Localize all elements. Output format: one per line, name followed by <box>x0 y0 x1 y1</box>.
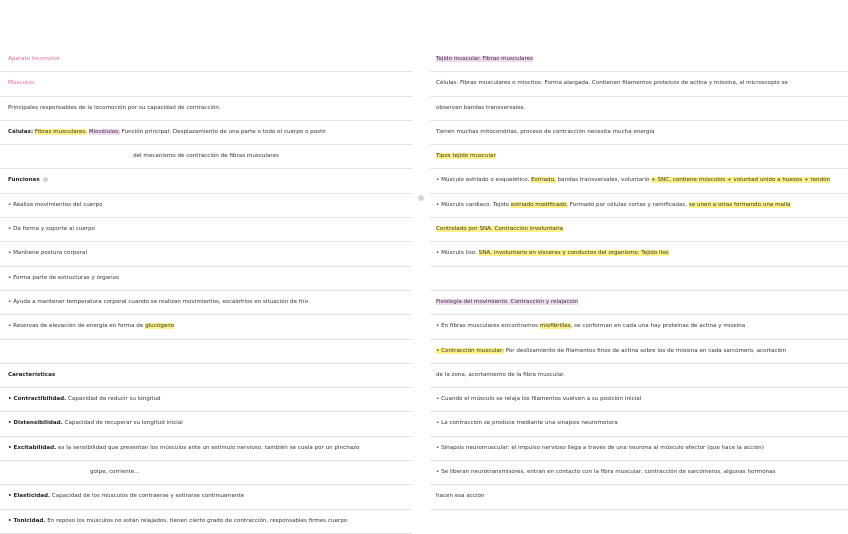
list-item <box>430 461 848 485</box>
note-line <box>0 97 412 121</box>
note-text: • Ayuda a mantener temperatura corporal cuando se realizan movimientos, escalofríos en situación de frío <box>8 298 309 305</box>
note-text: Principales responsables de la locomoción por su capacidad de contracción. <box>8 104 221 111</box>
note-text: bandas transversales, voluntario <box>557 177 650 184</box>
note-text: Capacidad de los músculos de contraerse y estirarse continuamente <box>51 493 245 500</box>
list-item <box>0 315 412 339</box>
note-text: Tienen muchas mitocondrias, proceso de contracción necesita mucha energía <box>436 128 655 135</box>
note-text: En reposo los músculos no están relajados, tienen cierto grado de contracción, responsables firmes cuerpo <box>47 517 348 524</box>
list-item <box>430 242 848 266</box>
list-item-continued <box>430 485 848 509</box>
label-text: • Músculo cardiaco. <box>436 201 492 208</box>
heading-text: Características <box>8 371 56 378</box>
list-item <box>0 437 412 461</box>
highlight-text: glucógeno <box>145 323 175 330</box>
list-item-continued <box>430 364 848 388</box>
list-item <box>0 291 412 315</box>
note-text: Por deslizamiento de filamentos finos de actina sobre los de miosina en cada sarcómero, acortación <box>505 347 787 354</box>
dot-icon <box>43 177 48 182</box>
note-text: • Da forma y soporte al cuerpo <box>8 226 96 233</box>
note-text: • En fibras musculares encontramos <box>436 323 538 330</box>
note-text: • Forma parte de estructuras y órganos <box>8 274 120 281</box>
list-item-continued <box>0 461 412 485</box>
note-text: Capacidad de recuperar su longitud inicial <box>64 420 183 427</box>
right-column <box>430 48 848 510</box>
list-item <box>430 388 848 412</box>
blank-line <box>0 340 412 364</box>
note-text: , se conforman en cada una hay proteínas de actina y miosina <box>570 323 746 330</box>
list-item <box>0 388 412 412</box>
label-text: Células: <box>8 128 34 135</box>
list-item <box>0 510 412 534</box>
highlight-text: • Contracción muscular: <box>436 347 504 354</box>
note-text: • Cuando el músculo se relaja los filamentos vuelven a su posición inicial <box>436 396 642 403</box>
note-text: golpe, corriente... <box>90 469 140 476</box>
note-text: del mecanismo de contracción de fibras musculares <box>133 153 279 160</box>
list-item <box>430 169 848 193</box>
list-item <box>0 485 412 509</box>
note-text: • Mantiene postura corporal <box>8 250 88 257</box>
label-text: • Elasticidad. <box>8 493 51 500</box>
list-item <box>430 412 848 436</box>
note-text: Tejido <box>492 201 509 208</box>
note-text: Formado por células cortas y ramificadas, <box>569 201 687 208</box>
title-text: Aparato locomotor <box>8 56 61 62</box>
heading-funciones <box>0 169 412 193</box>
note-line <box>0 145 412 169</box>
subtitle-text: Músculos. <box>8 80 36 87</box>
label-text: • Músculo estriado o esquelético. <box>436 177 530 184</box>
list-item-continued <box>430 218 848 242</box>
note-text: Capacidad de reducir su longitud <box>68 396 161 403</box>
note-text: observan bandas transversales. <box>436 104 526 111</box>
list-item <box>0 267 412 291</box>
highlight-text: miofibrillas <box>539 323 571 330</box>
highlight-text: Miocélulas. <box>88 128 120 135</box>
highlight-text: Controlado por SNA. Contracción involuntaria <box>436 226 564 233</box>
label-text: • Tonicidad. <box>8 517 46 524</box>
note-text: hacen esa acción <box>436 493 485 500</box>
note-text: • Realiza movimientos del cuerpo <box>8 201 103 208</box>
heading-tejido <box>430 48 848 72</box>
label-text: • Contractibilidad. <box>8 396 67 403</box>
heading-caracteristicas <box>0 364 412 388</box>
list-item <box>430 340 848 364</box>
subsection-title <box>0 72 412 96</box>
highlight-text: + SNC, contiene músculos + voluntad unido a huesos + tendón <box>651 177 831 184</box>
note-text: de la zona, acortamiento de la fibra muscular. <box>436 371 565 378</box>
section-title <box>0 48 412 72</box>
highlight-text: Estriado, <box>531 177 556 184</box>
heading-text: Tipos tejido muscular <box>436 153 496 160</box>
blank-line <box>430 267 848 291</box>
highlight-text: Fibras musculares. <box>34 128 88 135</box>
note-text: • Reservas de elevación de energía en forma de <box>8 323 144 330</box>
list-item <box>430 315 848 339</box>
note-text: Células: Fibras musculares o miocitos. Forma alargada. Contienen filamentos proteicos de actina y miosina, al microscopio se <box>436 80 788 87</box>
heading-fisiologia <box>430 291 848 315</box>
list-item <box>430 437 848 461</box>
note-text: Función principal: Desplazamiento de una parte o todo el cuerpo o postir <box>121 128 327 135</box>
note-text: es la sensibilidad que presentan los músculos ante un estímulo nervioso, también se cuela por un pinchazo <box>58 444 360 451</box>
list-item <box>0 412 412 436</box>
note-line <box>0 121 412 145</box>
note-text: • Se liberan neurotransmisores, entran en contacto con la fibra muscular, contracción de sarcómeros, algunas hormonas <box>436 469 776 476</box>
highlight-text: se unen a otras formando una malla <box>688 201 791 208</box>
label-text: • Distensibilidad. <box>8 420 63 427</box>
heading-text: Tejido muscular. Fibras musculares <box>436 56 533 62</box>
heading-text: Funciones <box>8 177 40 184</box>
heading-tipos <box>430 145 848 169</box>
list-item <box>0 218 412 242</box>
note-line <box>430 72 848 96</box>
highlight-text: estriado modificado. <box>510 201 568 208</box>
list-item <box>0 242 412 266</box>
label-text: • Músculo liso. <box>436 250 477 257</box>
heading-text: Fisiología del movimiento. Contracción y relajación <box>436 298 579 305</box>
dot-icon <box>418 195 424 201</box>
list-item <box>430 194 848 218</box>
highlight-text: SNA, involuntario en vísceras y conductos del organismo. Tejido liso <box>478 250 669 257</box>
note-text: • Sinapsis neuromuscular: el impulso nervioso llega a través de una neurona al músculo efector (que hace la acción) <box>436 444 764 451</box>
list-item <box>0 194 412 218</box>
note-line <box>430 97 848 121</box>
left-column <box>0 48 412 534</box>
note-line <box>430 121 848 145</box>
label-text: • Excitabilidad. <box>8 444 57 451</box>
note-text: • La contracción se produce mediante una sinapsis neuromotora <box>436 420 618 427</box>
